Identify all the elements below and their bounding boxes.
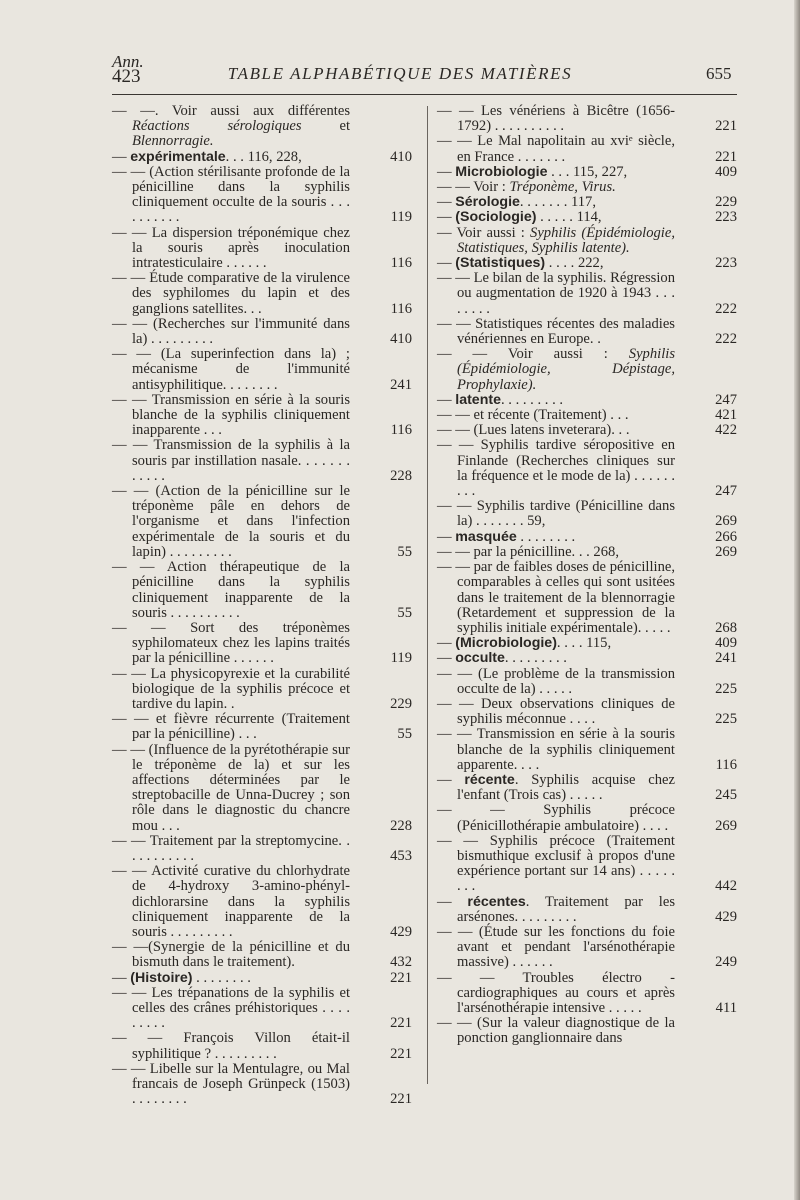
entry-text	[437, 423, 737, 438]
entry-text	[437, 438, 737, 499]
entry-prefix: — — (Influence de la pyrétothérapie sur le tréponème de la) et sur les affections déterminées par le streptobacille de Unna-Ducrey ; son rôle dans le diagnostic du chancre mou . . .	[112, 741, 350, 834]
entry-text	[437, 165, 737, 180]
entry-prefix: — — Transmission en série à la souris blanche de la syphilis cliniquement inapparente . . .	[112, 391, 350, 439]
entry-text	[437, 256, 737, 271]
entry-page-ref: 221	[390, 969, 412, 986]
entry-prefix: —	[112, 148, 131, 165]
entry-page-ref: 429	[715, 908, 737, 925]
entry-reference: Syphilis (Épidémiologie, Dépistage, Prophylaxie).	[457, 346, 675, 393]
entry-prefix: — — et fièvre récurrente (Traitement par la pénicilline) . . .	[112, 711, 350, 743]
entry-prefix: — — (Action stérilisante profonde de la pénicilline dans la syphilis cliniquement occulte de la souris . . . . . . . . . .	[112, 163, 350, 226]
entry-text	[437, 773, 737, 803]
entry-text	[437, 727, 737, 773]
index-entry	[437, 195, 737, 210]
index-entry	[112, 743, 412, 834]
entry-prefix: —	[437, 635, 456, 652]
entry-text	[112, 165, 412, 226]
entry-text	[437, 408, 737, 423]
entry-prefix: —	[437, 893, 468, 910]
entry-page-ref: 221	[390, 1045, 412, 1062]
entry-page-ref: 116	[390, 300, 412, 317]
entry-text	[437, 925, 737, 971]
entry-text	[112, 347, 412, 393]
entry-reference: Syphilis (Épidémiologie, Statistiques, Syphilis latente).	[457, 224, 675, 256]
entry-suffix: . . . . 222,	[545, 255, 604, 272]
index-entry	[112, 393, 412, 439]
entry-prefix: — — par la pénicilline. . . 268,	[437, 543, 619, 560]
entry-page-ref: 223	[715, 255, 737, 272]
index-entry	[437, 925, 737, 971]
entry-text	[112, 104, 412, 150]
entry-prefix: —	[437, 650, 456, 667]
entry-page-ref: 247	[715, 483, 737, 500]
entry-text	[112, 560, 412, 621]
index-entry	[437, 803, 737, 833]
entry-page-ref: 55	[397, 543, 412, 560]
annotation-number: 423	[112, 66, 141, 87]
entry-prefix: — — (Lues latens inveterara). . .	[437, 422, 630, 439]
index-entry	[112, 1062, 412, 1108]
index-entry	[437, 697, 737, 727]
entry-page-ref: 269	[715, 543, 737, 560]
entry-text	[437, 971, 737, 1017]
entry-prefix: — — Le Mal napolitain au xviᵉ siècle, en France . . . . . . .	[437, 133, 675, 165]
index-entry	[437, 317, 737, 347]
entry-page-ref: 223	[715, 209, 737, 226]
entry-heading: latente	[455, 391, 501, 408]
entry-prefix: — — Voir :	[437, 179, 510, 196]
index-entry	[437, 210, 737, 225]
index-entry	[112, 834, 412, 864]
entry-text	[437, 530, 737, 545]
index-entry	[112, 560, 412, 621]
entry-prefix: — — par de faibles doses de pénicilline, comparables à celles qui sont usitées dans le traitement de la blennorragie (Retardement et suppression de la syphilis initiale expérimentale). . . . .	[437, 559, 675, 636]
index-entry	[112, 150, 412, 165]
column-divider	[427, 106, 428, 1084]
entry-suffix: . . . . . . . .	[192, 969, 251, 986]
scan-edge-shadow	[794, 0, 800, 1200]
entry-prefix: — — (Action de la pénicilline sur le tréponème pâle en dehors de l'organisme et dans l'infection expérimentale de la souris et du lapin) . . . . . . . . .	[112, 483, 350, 560]
entry-heading: occulte	[455, 650, 505, 667]
entry-prefix: — — Traitement par la streptomycine. . . . . . . . . . .	[112, 832, 350, 864]
entry-text	[112, 864, 412, 940]
entry-text	[437, 347, 737, 393]
entry-text	[437, 134, 737, 164]
entry-page-ref: 247	[715, 391, 737, 408]
index-entry	[437, 438, 737, 499]
entry-text	[437, 226, 737, 256]
entry-prefix: — —(Synergie de la pénicilline et du bismuth dans le traitement).	[112, 939, 350, 971]
entry-text	[112, 150, 412, 165]
entry-page-ref: 453	[390, 847, 412, 864]
entry-text	[437, 317, 737, 347]
index-entry	[112, 864, 412, 940]
index-entry	[437, 727, 737, 773]
entry-prefix: — — Activité curative du chlorhydrate de 4-hydroxy 3-amino-phényl-dichlorarsine dans la syphilis cliniquement inapparente de la souris . . . . . . . . .	[112, 863, 350, 940]
entry-heading: (Microbiologie)	[455, 635, 557, 652]
entry-prefix: —	[437, 163, 456, 180]
entry-heading: récente	[464, 771, 515, 788]
entry-page-ref: 228	[390, 817, 412, 834]
entry-page-ref: 221	[390, 1091, 412, 1108]
entry-prefix: — — La dispersion tréponémique chez la souris après inoculation intratesticulaire . . . . . .	[112, 224, 350, 272]
entry-prefix: — — Sort des tréponèmes syphilomateux chez les lapins traités par la pénicilline . . . . . .	[112, 619, 350, 667]
entry-suffix: . . . . 115,	[556, 635, 612, 652]
index-entry	[112, 621, 412, 667]
index-entry	[112, 226, 412, 272]
entry-suffix: et	[301, 118, 350, 135]
entry-heading: masquée	[455, 528, 517, 545]
entry-prefix: —	[437, 771, 465, 788]
entry-prefix: — — Syphilis précoce (Traitement bismuthique exclusif à propos d'une expérience portant sur 14 ans) . . . . . . . .	[437, 832, 675, 895]
entry-page-ref: 116	[390, 422, 412, 439]
entry-text	[112, 438, 412, 484]
entry-page-ref: 116	[390, 255, 412, 272]
annotation-label: Ann.	[112, 52, 144, 71]
entry-heading: Microbiologie	[455, 163, 548, 180]
index-entry	[112, 104, 412, 150]
entry-prefix: — — et récente (Traitement) . . .	[437, 407, 629, 424]
entry-reference: Blennorragie.	[132, 133, 214, 150]
entry-page-ref: 229	[390, 695, 412, 712]
index-entry	[437, 545, 737, 560]
entry-prefix: — Voir aussi :	[437, 224, 531, 241]
entry-prefix: — — Les vénériens à Bicêtre (1656-1792) . . . . . . . . . .	[437, 103, 675, 135]
entry-page-ref: 241	[715, 650, 737, 667]
index-entry	[437, 499, 737, 529]
entry-prefix: — — Les trépanations de la syphilis et celles des crânes préhistoriques . . . . . . . . .	[112, 984, 350, 1032]
entry-prefix: — —. Voir aussi aux différentes	[112, 103, 350, 119]
entry-prefix: — — La physicopyrexie et la curabilité biologique de la syphilis précoce et tardive du lapin. .	[112, 665, 350, 712]
index-entry	[437, 971, 737, 1017]
entry-text	[112, 317, 412, 347]
entry-prefix: — — (Sur la valeur diagnostique de la ponction ganglionnaire dans	[437, 1015, 675, 1047]
entry-prefix: — — (La superinfection dans la) ; mécanisme de l'immunité antisyphilitique. . . . . . . .	[112, 346, 350, 393]
entry-prefix: —	[437, 194, 456, 211]
index-entry	[112, 438, 412, 484]
entry-page-ref: 225	[715, 711, 737, 728]
index-entry	[437, 423, 737, 438]
page-title: TABLE ALPHABÉTIQUE DES MATIÈRES	[227, 64, 573, 83]
entry-suffix: . . . . . . . . .	[504, 650, 567, 667]
entry-page-ref: 269	[715, 513, 737, 530]
entry-suffix: . . . 116, 228,	[225, 148, 302, 165]
index-entry	[112, 667, 412, 713]
entry-text	[112, 667, 412, 713]
entry-page-ref: 116	[715, 756, 737, 773]
entry-page-ref: 266	[715, 528, 737, 545]
entry-page-ref: 269	[715, 817, 737, 834]
index-entry	[437, 393, 737, 408]
entry-text	[112, 393, 412, 439]
entry-text	[112, 1062, 412, 1108]
index-entry	[437, 530, 737, 545]
index-entry	[437, 895, 737, 925]
entry-text	[112, 226, 412, 272]
index-entry	[112, 1031, 412, 1061]
entry-page-ref: 429	[390, 923, 412, 940]
entry-page-ref: 221	[715, 118, 737, 135]
index-entry	[112, 712, 412, 742]
entry-prefix: —	[112, 969, 131, 986]
entry-text	[112, 1031, 412, 1061]
index-entry	[437, 104, 737, 134]
index-entry	[112, 347, 412, 393]
index-entry	[112, 971, 412, 986]
entry-page-ref: 119	[390, 209, 412, 226]
index-entry	[437, 834, 737, 895]
entry-page-ref: 421	[715, 407, 737, 424]
entry-page-ref: 55	[397, 604, 412, 621]
entry-text	[437, 1016, 737, 1046]
entry-page-ref: 422	[715, 422, 737, 439]
left-column	[112, 104, 412, 1107]
entry-text	[437, 560, 737, 636]
entry-text	[437, 697, 737, 727]
entry-heading: Sérologie	[455, 194, 520, 211]
entry-text	[437, 180, 737, 195]
index-entry	[437, 271, 737, 317]
entry-page-ref: 432	[390, 954, 412, 971]
entry-page-ref: 228	[390, 467, 412, 484]
index-entry	[112, 271, 412, 317]
entry-text	[437, 393, 737, 408]
entry-heading: (Histoire)	[130, 969, 193, 986]
entry-text	[437, 803, 737, 833]
entry-page-ref: 241	[390, 376, 412, 393]
entry-page-ref: 442	[715, 878, 737, 895]
index-entry	[437, 180, 737, 195]
entry-text	[437, 545, 737, 560]
entry-page-ref: 55	[397, 726, 412, 743]
index-entry	[437, 667, 737, 697]
index-entry	[112, 317, 412, 347]
entry-text	[437, 651, 737, 666]
index-entry	[437, 226, 737, 256]
entry-prefix: — — Action thérapeutique de la pénicilline dans la syphilis cliniquement inapparente de la souris . . . . . . . . . .	[112, 559, 350, 621]
entry-page-ref: 409	[715, 163, 737, 180]
entry-text	[437, 667, 737, 697]
page-number: 655	[706, 64, 732, 83]
index-entry	[437, 165, 737, 180]
entry-prefix: — — Voir aussi :	[437, 346, 629, 363]
index-entry	[437, 347, 737, 393]
entry-prefix: — — Syphilis tardive (Pénicilline dans la) . . . . . . . 59,	[437, 498, 675, 530]
entry-text	[112, 940, 412, 970]
index-entry	[437, 560, 737, 636]
entry-page-ref: 222	[715, 331, 737, 348]
entry-heading: expérimentale	[130, 148, 226, 165]
entry-prefix: — — Syphilis tardive séropositive en Finlande (Recherches cliniques sur la fréquence et le mode de la) . . . . . . . . .	[437, 437, 675, 500]
entry-prefix: — — Étude comparative de la virulence des syphilomes du lapin et des ganglions satellites. . .	[112, 270, 350, 317]
entry-prefix: — — François Villon était-il syphilitique ? . . . . . . . . .	[112, 1030, 350, 1062]
entry-text	[112, 971, 412, 986]
entry-suffix: . Syphilis acquise chez l'enfant (Trois cas) . . . . .	[457, 771, 675, 804]
entry-text	[112, 834, 412, 864]
entry-text	[112, 621, 412, 667]
entry-text	[437, 195, 737, 210]
entry-reference: Tréponème, Virus.	[509, 179, 616, 196]
entry-text	[437, 895, 737, 925]
entry-prefix: — — Libelle sur la Mentulagre, ou Mal francais de Joseph Grünpeck (1503) . . . . . . . .	[112, 1060, 350, 1108]
index-entry	[112, 986, 412, 1032]
entry-heading: récentes	[467, 893, 526, 910]
entry-prefix: — — (Le problème de la transmission occulte de la) . . . . .	[437, 665, 675, 697]
entry-text	[437, 834, 737, 895]
entry-page-ref: 229	[715, 194, 737, 211]
entry-text	[112, 986, 412, 1032]
entry-text	[112, 271, 412, 317]
entry-text	[112, 484, 412, 560]
header-rule	[112, 94, 737, 95]
entry-heading: (Statistiques)	[455, 255, 546, 272]
index-entry	[112, 484, 412, 560]
index-entry	[437, 256, 737, 271]
entry-text	[437, 210, 737, 225]
entry-prefix: —	[437, 528, 456, 545]
entry-suffix: . . . . . . . 117,	[519, 194, 596, 211]
entry-page-ref: 409	[715, 635, 737, 652]
entry-page-ref: 410	[390, 148, 412, 165]
index-entry	[437, 636, 737, 651]
entry-prefix: —	[437, 209, 456, 226]
entry-page-ref: 225	[715, 680, 737, 697]
entry-text	[437, 499, 737, 529]
entry-suffix: . . . . . . . . .	[500, 391, 564, 408]
index-entry	[112, 165, 412, 226]
entry-page-ref: 221	[715, 148, 737, 165]
entry-text	[112, 712, 412, 742]
entry-page-ref: 245	[715, 787, 737, 804]
entry-page-ref: 249	[715, 954, 737, 971]
entry-page-ref: 119	[390, 650, 412, 667]
entry-text	[112, 743, 412, 834]
entry-suffix: . . . . . . . .	[516, 528, 576, 545]
entry-page-ref: 268	[715, 619, 737, 636]
entry-page-ref: 411	[715, 999, 737, 1016]
entry-page-ref: 410	[390, 331, 412, 348]
entry-text	[437, 636, 737, 651]
entry-prefix: — — Syphilis précoce (Pénicillothérapie ambulatoire) . . . .	[437, 802, 675, 834]
index-entry	[112, 940, 412, 970]
entry-prefix: — — Troubles électro - cardiographiques au cours et après l'arsénothérapie intensive . . . . .	[437, 969, 675, 1016]
entry-text	[437, 104, 737, 134]
entry-prefix: — — Statistiques récentes des maladies vénériennes en Europe. .	[437, 315, 675, 348]
entry-suffix: . . . . . 114,	[536, 209, 602, 226]
entry-suffix: . Traitement par les arsénones. . . . . . . . .	[457, 893, 675, 925]
entry-prefix: — — (Recherches sur l'immunité dans la) . . . . . . . . .	[112, 315, 350, 348]
entry-page-ref: 221	[390, 1015, 412, 1032]
right-column	[437, 104, 737, 1047]
index-entry	[437, 408, 737, 423]
entry-prefix: — — Transmission en série à la souris blanche de la syphilis cliniquement apparente. . . .	[437, 726, 675, 773]
index-entry	[437, 134, 737, 164]
entry-suffix: . . . 115, 227,	[547, 163, 628, 180]
entry-prefix: — — Le bilan de la syphilis. Régression ou augmentation de 1920 à 1943 . . . . . . . .	[437, 270, 675, 317]
index-entry	[437, 1016, 737, 1046]
entry-prefix: —	[437, 255, 456, 272]
index-entry	[437, 773, 737, 803]
entry-prefix: — — Transmission de la syphilis à la souris par instillation nasale. . . . . . . . . . . .	[112, 437, 350, 484]
index-entry	[437, 651, 737, 666]
entry-prefix: —	[437, 391, 456, 408]
entry-page-ref: 222	[715, 300, 737, 317]
entry-prefix: — — Deux observations cliniques de syphilis méconnue . . . .	[437, 695, 675, 728]
entry-reference: Réactions sérologiques	[132, 118, 302, 135]
entry-prefix: — — (Étude sur les fonctions du foie avant et pendant l'arsénothérapie massive) . . . . . .	[437, 923, 675, 971]
entry-text	[437, 271, 737, 317]
entry-heading: (Sociologie)	[455, 209, 537, 226]
